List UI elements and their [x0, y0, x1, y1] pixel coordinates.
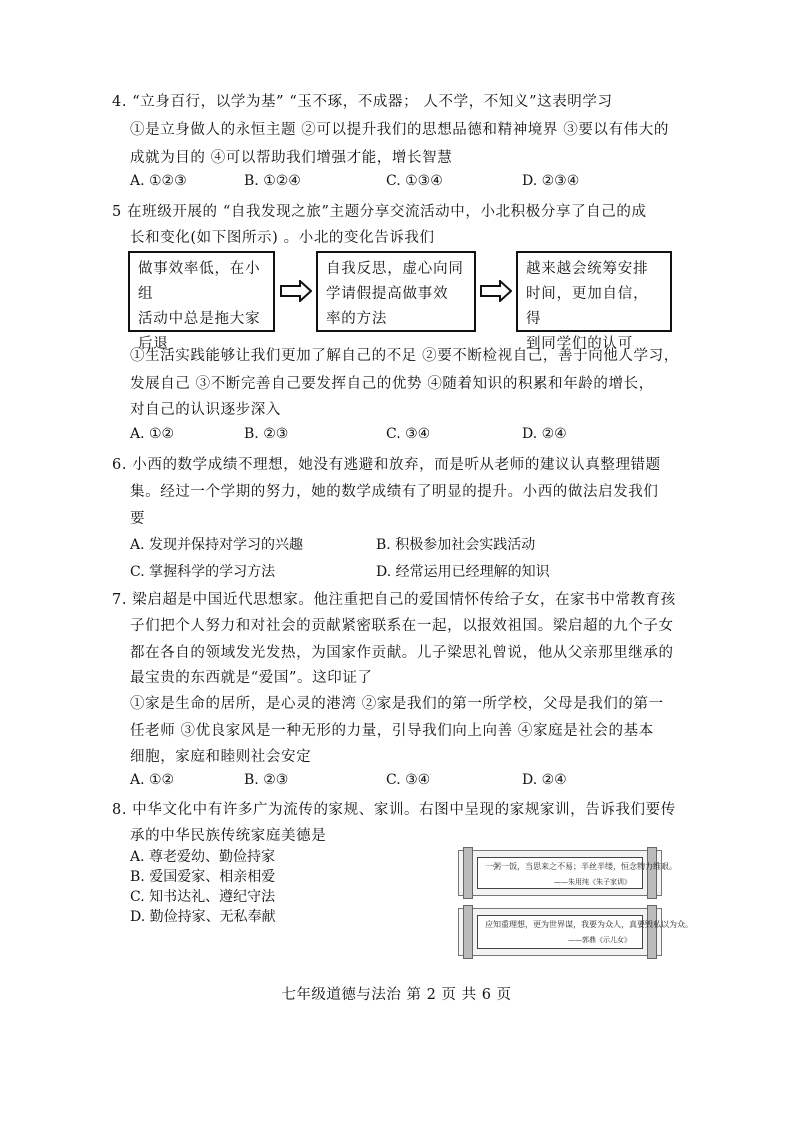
family-motto-scroll-1: [458, 850, 677, 896]
flow-box-after-line3: 到同学们的认可: [526, 336, 634, 352]
flow-box-before-line1: 做事效率低，在小组: [138, 261, 261, 302]
q6-stem-line3: 要: [130, 511, 146, 527]
q4-stem-line1: 4. “立身百行，以学为基” “玉不琢，不成器； 人不学，不知义”这表明学习: [112, 94, 613, 110]
scroll-rod-right: [647, 847, 657, 899]
flow-arrow-2: [480, 280, 512, 302]
q7-stem-line3: 都在各自的领域发光发热，为国家作贡献。儿子梁思礼曾说，他从父亲那里继承的: [130, 645, 674, 661]
flow-box-before: [128, 251, 275, 352]
q5-statement-line1: ①生活实践能够让我们更加了解自己的不足 ②要不断检视自己，善于向他人学习，: [130, 348, 679, 364]
q7-option-a: A. ①②: [130, 772, 175, 788]
scroll1-source: ——朱用纯《朱子家训》: [554, 878, 631, 886]
flow-box-after-line2: 时间，更加自信，得: [526, 286, 649, 327]
q5-statement-line2: 发展自己 ③不断完善自己要发挥自己的优势 ④随着知识的积累和年龄的增长，: [130, 376, 654, 392]
q4-option-b: B. ①②④: [244, 173, 301, 189]
q8-stem-line1: 8. 中华文化中有许多广为流传的家规、家训。右图中呈现的家规家训，告诉我们要传: [112, 802, 676, 818]
scroll-rod-left: [463, 905, 473, 959]
page-footer: 七年级道德与法治 第 2 页 共 6 页: [281, 987, 512, 1003]
q5-option-a: A. ①②: [130, 426, 175, 442]
q7-statement-line2: 任老师 ③优良家风是一种无形的力量，引导我们向上向善 ④家庭是社会的基本: [130, 723, 654, 739]
q8-option-c: C. 知书达礼、遵纪守法: [130, 889, 276, 905]
q5-stem-line2: 长和变化(如下图所示) 。小北的变化告诉我们: [130, 230, 435, 246]
q5-statement-line3: 对自己的认识逐步深入: [130, 402, 281, 418]
flow-box-after: [516, 251, 672, 352]
flow-box-before-line2: 活动中总是拖大家: [138, 311, 261, 327]
q7-option-d: D. ②④: [522, 772, 567, 788]
q8-option-b: B. 爱国爱家、相亲相爱: [130, 869, 276, 885]
flow-box-process: [316, 251, 476, 332]
scroll1-quote: 一粥一饭，当思来之不易；半丝半缕，恒念物力维艰。: [485, 862, 677, 871]
q4-option-a: A. ①②③: [130, 173, 187, 189]
q7-stem-line2: 子们把个人努力和对社会的贡献紧密联系在一起，以报效祖国。梁启超的九个子女: [130, 618, 674, 634]
q7-stem-line4: 最宝贵的东西就是“爱国”。这印证了: [130, 670, 373, 686]
flow-box-process-line3: 率的方法: [326, 311, 388, 327]
q5-option-d: D. ②④: [522, 426, 567, 442]
q8-option-a: A. 尊老爱幼、勤俭持家: [130, 849, 276, 865]
q8-option-d: D. 勤俭持家、无私奉献: [130, 909, 276, 925]
q5-option-c: C. ③④: [386, 426, 431, 442]
q7-option-b: B. ②③: [244, 772, 289, 788]
q6-option-c: C. 掌握科学的学习方法: [130, 564, 276, 580]
scroll-rod-left: [463, 847, 473, 899]
q7-stem-line1: 7. 梁启超是中国近代思想家。他注重把自己的爱国情怀传给子女，在家书中常教育孩: [112, 592, 676, 608]
q5-option-b: B. ②③: [244, 426, 289, 442]
q8-stem-line2: 承的中华民族传统家庭美德是: [130, 828, 327, 844]
scroll2-quote: 应知重理想，更为世界谋，我要为众人，真要毁私以为众。: [485, 920, 693, 929]
q7-statement-line1: ①家是生命的居所，是心灵的港湾 ②家是我们的第一所学校，父母是我们的第一: [130, 696, 664, 712]
q6-option-b: B. 积极参加社会实践活动: [376, 537, 536, 553]
scroll-rod-right: [647, 905, 657, 959]
q4-stem-line2: ①是立身做人的永恒主题 ②可以提升我们的思想品德和精神境界 ③要以有伟大的: [130, 122, 669, 138]
q6-option-d: D. 经常运用已经理解的知识: [376, 564, 550, 580]
flow-arrow-1: [280, 280, 312, 302]
flow-box-process-line1: 自我反思，虚心向同: [326, 261, 464, 277]
q5-stem-line1: 5 在班级开展的 “自我发现之旅”主题分享交流活动中，小北积极分享了自己的成: [112, 204, 647, 220]
flow-box-after-line1: 越来越会统筹安排: [526, 261, 649, 277]
q4-option-d: D. ②③④: [522, 173, 580, 189]
q4-option-c: C. ①③④: [386, 173, 443, 189]
q6-option-a: A. 发现并保持对学习的兴趣: [130, 537, 304, 553]
q7-option-c: C. ③④: [386, 772, 431, 788]
flow-box-process-line2: 学请假提高做事效: [326, 286, 449, 302]
family-motto-scroll-2: [458, 908, 693, 956]
flow-box-before-line3: 后退: [138, 336, 169, 352]
q7-statement-line3: 细胞，家庭和睦则社会安定: [130, 749, 312, 765]
q6-stem-line1: 6. 小西的数学成绩不理想，她没有逃避和放弃，而是听从老师的建议认真整理错题: [112, 457, 661, 473]
q4-stem-line3: 成就为目的 ④可以帮助我们增强才能，增长智慧: [130, 150, 453, 166]
scroll2-source: ——郭鼎《示儿女》: [568, 936, 631, 944]
q6-stem-line2: 集。经过一个学期的努力，她的数学成绩有了明显的提升。小西的做法启发我们: [130, 484, 659, 500]
